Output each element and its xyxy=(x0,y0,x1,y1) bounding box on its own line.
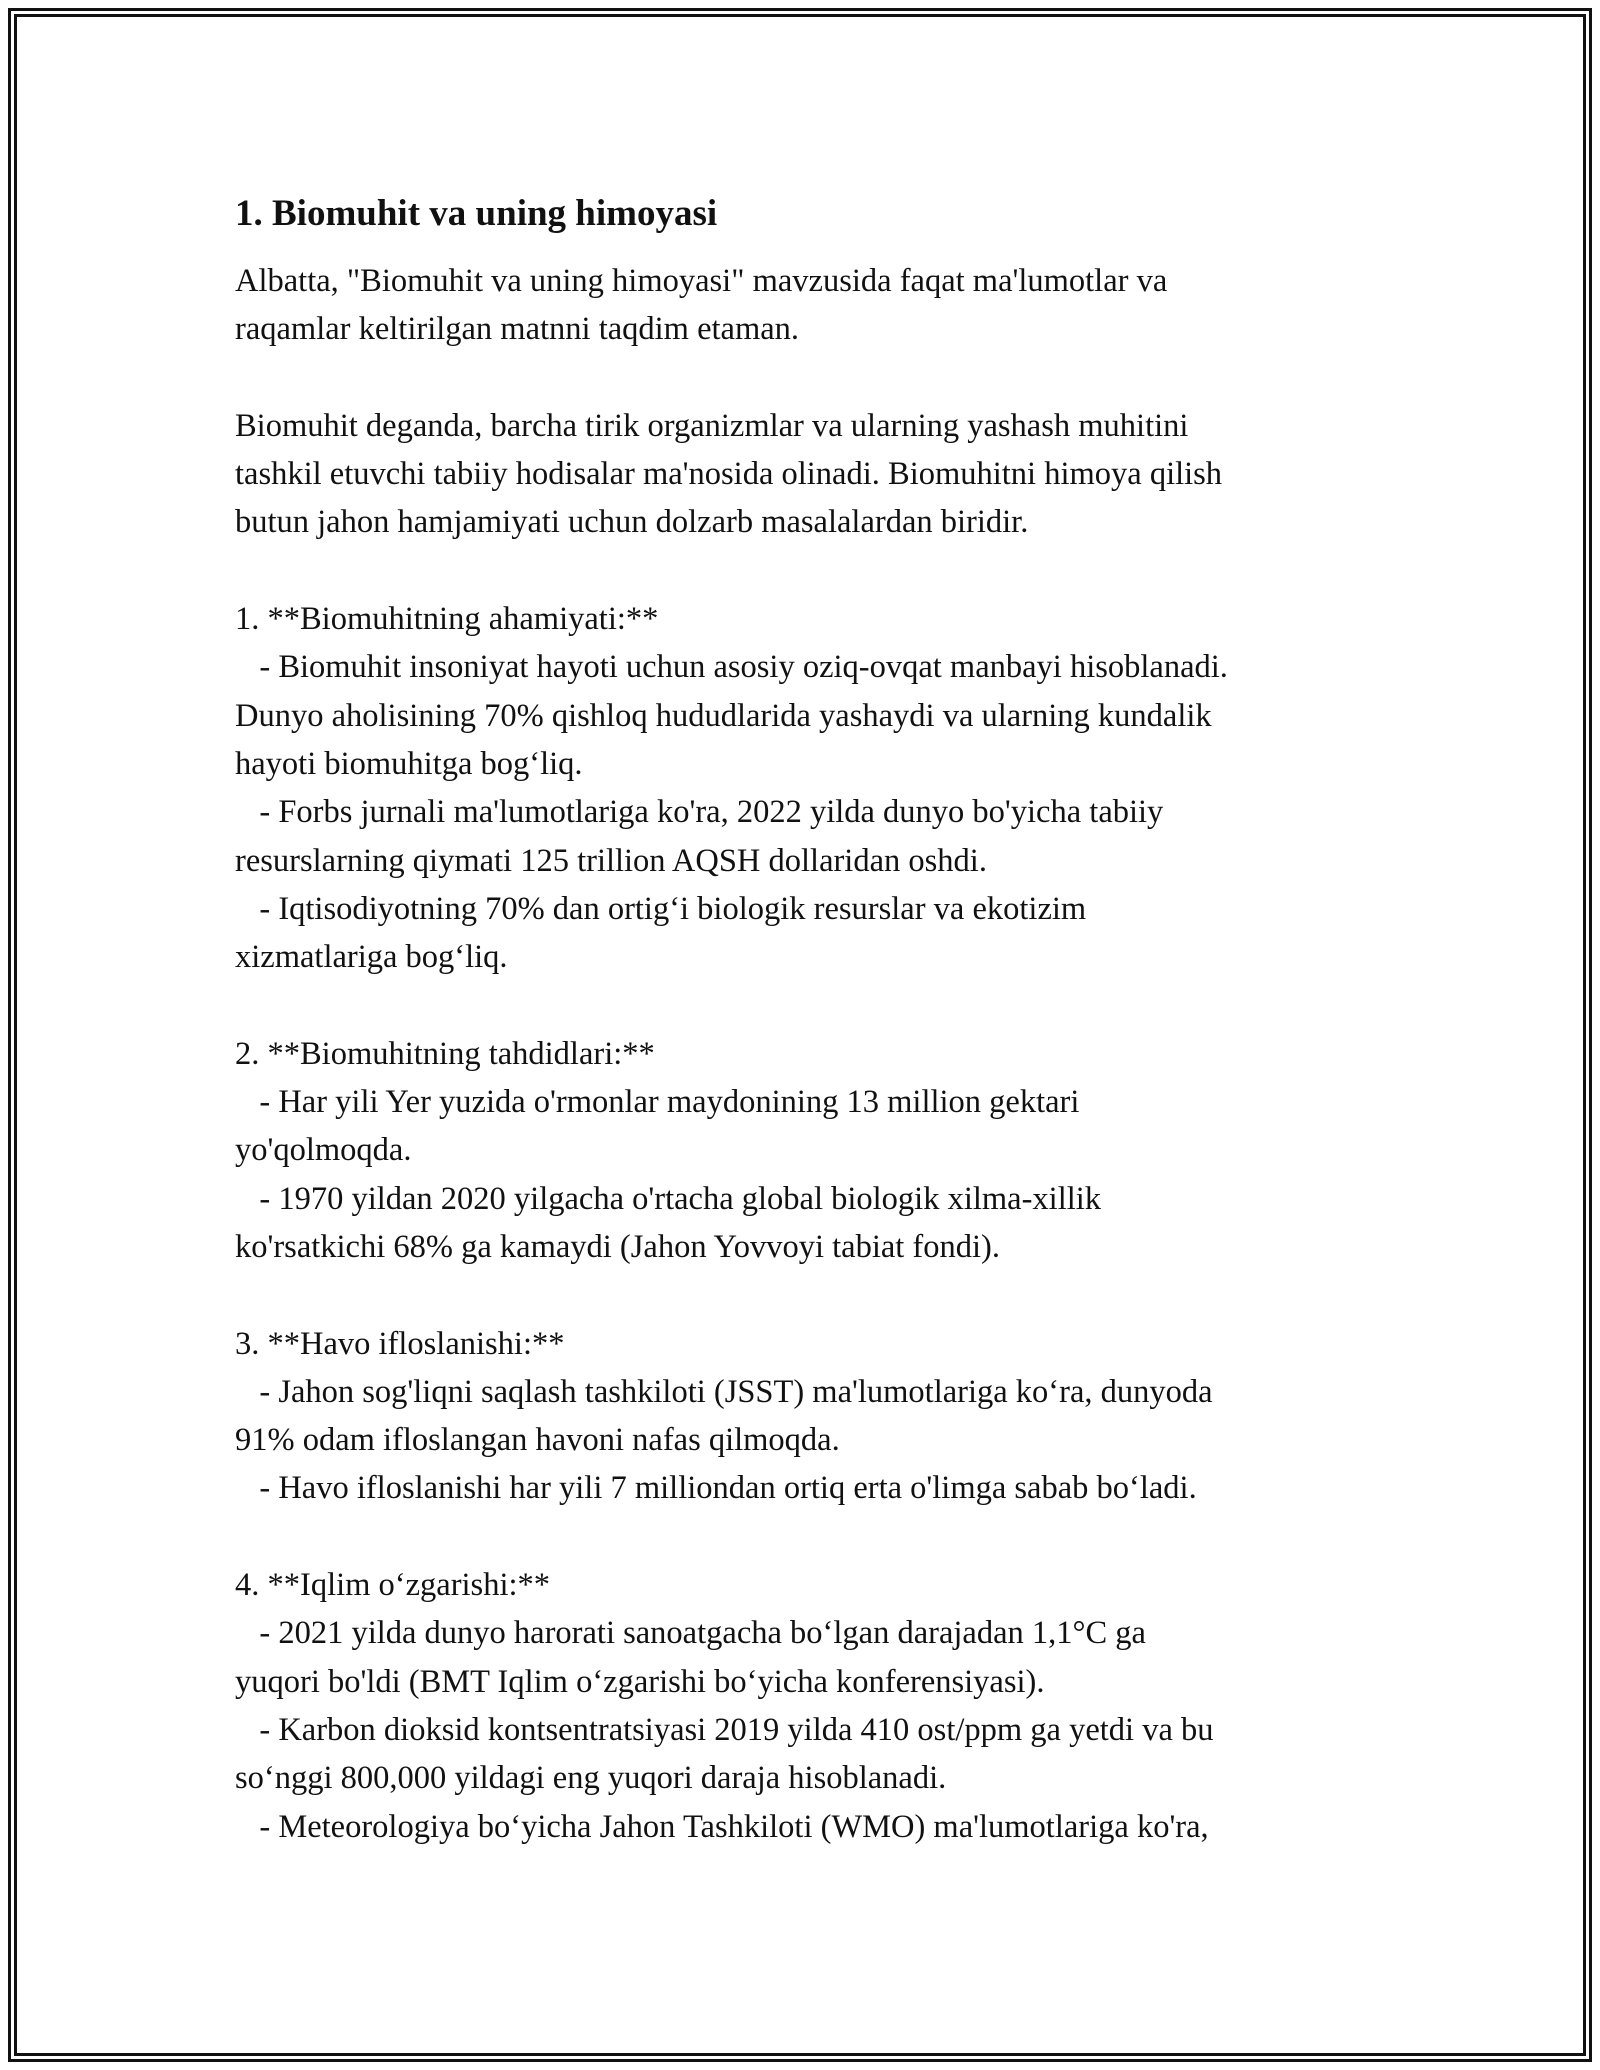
section-heading: 3. **Havo ifloslanishi:** xyxy=(235,1325,565,1362)
blank-line xyxy=(235,1513,1375,1561)
list-item: - Har yili Yer yuzida o'rmonlar maydonining 13 million gektari xyxy=(235,1084,1080,1121)
blank-line xyxy=(235,547,1375,595)
section-threats xyxy=(235,1030,1375,1271)
blank-line xyxy=(235,981,1375,1029)
text-line: ko'rsatkichi 68% ga kamaydi (Jahon Yovvoyi tabiat fondi). xyxy=(235,1228,1000,1265)
text-line: butun jahon hamjamiyati uchun dolzarb masalalardan biridir. xyxy=(235,504,1029,541)
blank-line xyxy=(235,1271,1375,1319)
list-item: - Biomuhit insoniyat hayoti uchun asosiy oziq-ovqat manbayi hisoblanadi. xyxy=(235,649,1228,686)
section-heading: 4. **Iqlim o‘zgarishi:** xyxy=(235,1567,551,1604)
list-item: - Havo ifloslanishi har yili 7 milliondan ortiq erta o'limga sabab bo‘ladi. xyxy=(235,1470,1197,1507)
blank-line xyxy=(235,354,1375,402)
section-heading: 2. **Biomuhitning tahdidlari:** xyxy=(235,1035,655,1072)
list-item: - Iqtisodiyotning 70% dan ortig‘i biologik resurslar va ekotizim xyxy=(235,890,1087,927)
text-line: so‘nggi 800,000 yildagi eng yuqori daraja hisoblanadi. xyxy=(235,1760,947,1797)
list-item: - Forbs jurnali ma'lumotlariga ko'ra, 2022 yilda dunyo bo'yicha tabiiy xyxy=(235,794,1164,831)
section-air-pollution xyxy=(235,1320,1375,1513)
text-line: xizmatlariga bog‘liq. xyxy=(235,939,508,976)
text-line: 91% odam ifloslangan havoni nafas qilmoqda. xyxy=(235,1422,840,1459)
list-item: - 2021 yilda dunyo harorati sanoatgacha bo‘lgan darajadan 1,1°C ga xyxy=(235,1615,1146,1652)
section-importance xyxy=(235,595,1375,981)
list-item: - Karbon dioksid kontsentratsiyasi 2019 yilda 410 ost/ppm ga yetdi va bu xyxy=(235,1711,1214,1748)
section-heading: 1. **Biomuhitning ahamiyati:** xyxy=(235,601,659,638)
list-item: - Meteorologiya bo‘yicha Jahon Tashkiloti (WMO) ma'lumotlariga ko'ra, xyxy=(235,1808,1209,1845)
definition-paragraph xyxy=(235,402,1375,547)
list-item: - Jahon sog'liqni saqlash tashkiloti (JSST) ma'lumotlariga ko‘ra, dunyoda xyxy=(235,1373,1213,1410)
text-line: hayoti biomuhitga bog‘liq. xyxy=(235,745,583,782)
text-line: tashkil etuvchi tabiiy hodisalar ma'nosida olinadi. Biomuhitni himoya qilish xyxy=(235,456,1223,493)
document-title: 1. Biomuhit va uning himoyasi xyxy=(235,193,718,234)
list-item: - 1970 yildan 2020 yilgacha o'rtacha global biologik xilma-xillik xyxy=(235,1180,1102,1217)
section-climate-change xyxy=(235,1561,1375,1851)
document-body xyxy=(235,186,1375,1851)
text-line: Albatta, "Biomuhit va uning himoyasi" mavzusida faqat ma'lumotlar va xyxy=(235,263,1168,299)
text-line: raqamlar keltirilgan matnni taqdim etaman. xyxy=(235,311,800,348)
intro-paragraph xyxy=(235,257,1375,354)
text-line: yuqori bo'ldi (BMT Iqlim o‘zgarishi bo‘yicha konferensiyasi). xyxy=(235,1663,1045,1700)
text-line: resurslarning qiymati 125 trillion AQSH dollaridan oshdi. xyxy=(235,842,987,879)
text-line: Dunyo aholisining 70% qishloq hududlarida yashaydi va ularning kundalik xyxy=(235,697,1212,734)
text-line: Biomuhit deganda, barcha tirik organizmlar va ularning yashash muhitini xyxy=(235,407,1189,444)
text-line: yo'qolmoqda. xyxy=(235,1132,412,1169)
